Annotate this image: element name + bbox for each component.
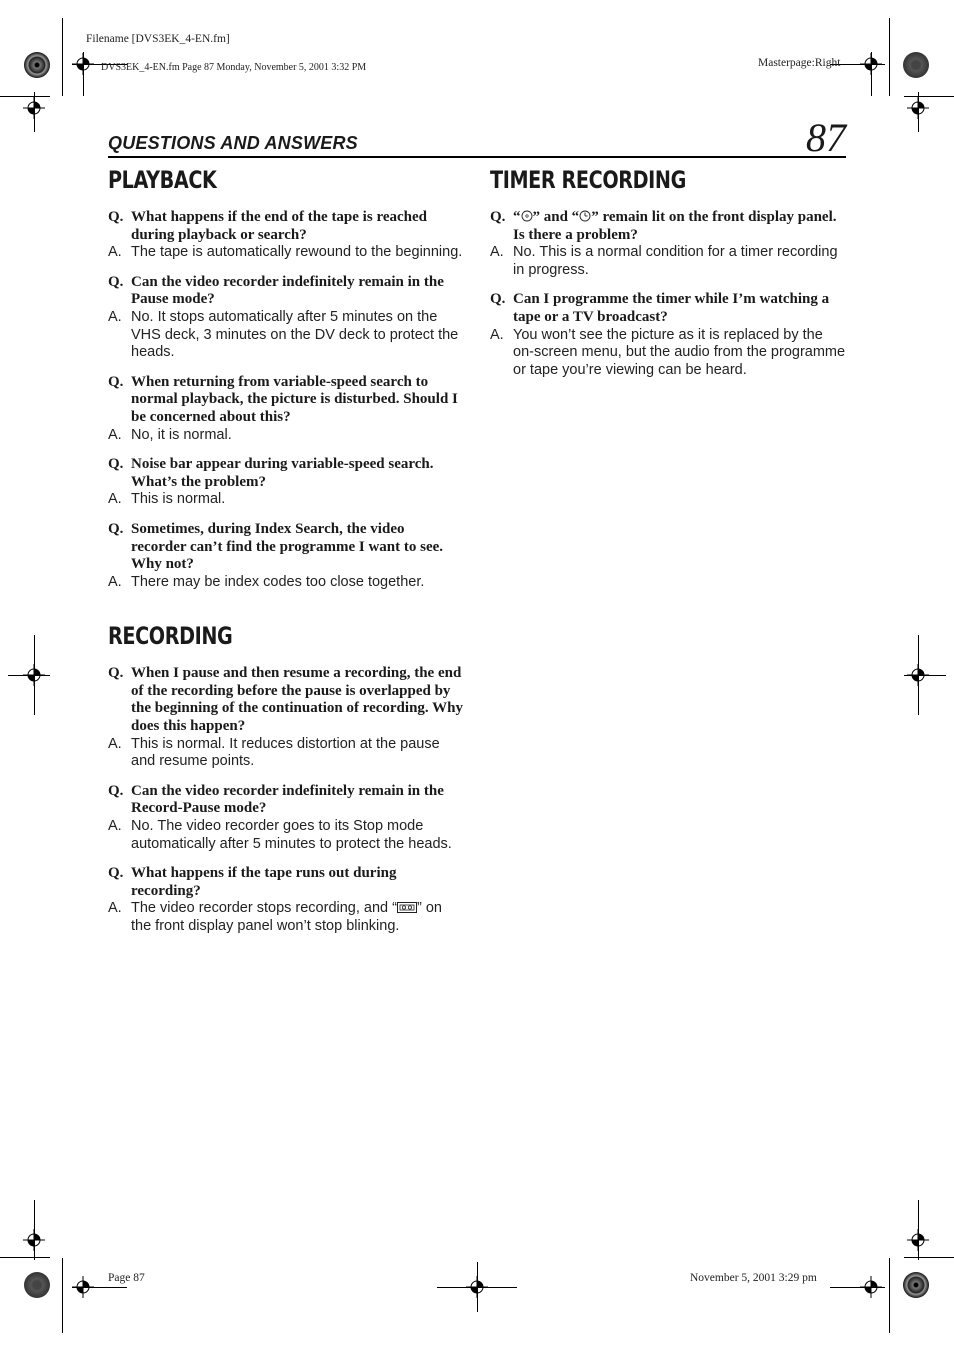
starburst-mark-top-right: [903, 52, 929, 78]
footer-page: Page 87: [108, 1272, 145, 1284]
answer-text: The video recorder stops recording, and “ ” on the front display panel won’t stop blinking.: [131, 900, 442, 934]
question-text: When I pause and then resume a recording, the end of the recording before the pause is overlapped by the beginning of the continuation of recording. Why does this happen?: [131, 665, 463, 735]
question-text: What happens if the tape runs out during recording?: [131, 865, 397, 899]
section-header: [108, 115, 846, 160]
qa-item: Q. Can the video recorder indefinitely remain in the Pause mode? A. No. It stops automatically after 5 minutes on the VHS deck, 3 minutes on the DV deck to protect the heads.: [108, 274, 463, 362]
question-text: Noise bar appear during variable-speed search. What’s the problem?: [131, 456, 434, 490]
section-title: QUESTIONS AND ANSWERS: [108, 133, 358, 153]
timer-recording-heading: TIMER RECORDING: [490, 166, 686, 194]
tape-cassette-icon: [397, 902, 417, 913]
qa-item: Q. Sometimes, during Index Search, the video recorder can’t find the programme I want to see. Why not? A. There may be index codes too close together.: [108, 521, 463, 591]
timer-clock-icon: [579, 210, 591, 222]
qa-item: Q. When I pause and then resume a recording, the end of the recording before the pause is overlapped by the beginning of the continuation of recording. Why does this happen? A. This is normal. It reduces distortion at the pause and resume points.: [108, 665, 463, 770]
registration-mark-icon: [72, 53, 94, 75]
registration-mark-icon: [72, 1276, 94, 1298]
answer-text: No, it is normal.: [131, 426, 232, 443]
footer-date: November 5, 2001 3:29 pm: [690, 1272, 817, 1284]
question-text: Sometimes, during Index Search, the video recorder can’t find the programme I want to see. Why not?: [131, 520, 444, 573]
registration-mark-icon: [860, 1276, 882, 1298]
starburst-mark-bottom-left: [24, 1272, 50, 1298]
question-text: What happens if the end of the tape is reached during playback or search?: [131, 209, 427, 243]
dvd-disc-icon: [521, 210, 533, 222]
question-text: Can I programme the timer while I’m watching a tape or a TV broadcast?: [513, 291, 830, 325]
question-text: When returning from variable-speed search to normal playback, the picture is disturbed. Should I be concerned about this?: [131, 373, 458, 425]
file-info-label: DVS3EK_4-EN.fm Page 87 Monday, November 5, 2001 3:32 PM: [101, 62, 367, 73]
answer-text: There may be index codes too close together.: [131, 573, 425, 590]
qa-item: Q. What happens if the tape runs out during recording? A. The video recorder stops recording, and “ ” on the front display panel won’t stop blinking.: [108, 865, 463, 935]
qa-item: Q. Can I programme the timer while I’m watching a tape or a TV broadcast? A. You won’t see the picture as it is replaced by the on-screen menu, but the audio from the programme or tape you’re viewing can be heard.: [490, 291, 846, 378]
right-column: [490, 165, 846, 391]
recording-heading: RECORDING: [108, 622, 233, 651]
qa-item: Q. When returning from variable-speed search to normal playback, the picture is disturbed. Should I be concerned about this? A. No, it is normal.: [108, 374, 463, 444]
question-text: “ ” and “ ” remain lit on the front display panel. Is there a problem?: [513, 209, 837, 243]
answer-text: No. The video recorder goes to its Stop mode automatically after 5 minutes to protect the heads.: [131, 818, 452, 852]
registration-mark-icon: [860, 53, 882, 75]
qa-item: Q. What happens if the end of the tape is reached during playback or search? A. The tape is automatically rewound to the beginning.: [108, 209, 463, 261]
masterpage-label: Masterpage:Right: [758, 57, 841, 69]
filename-label: Filename [DVS3EK_4-EN.fm]: [86, 33, 230, 45]
left-column: [108, 165, 463, 948]
page-number: 87: [806, 115, 846, 160]
qa-item: Q. Noise bar appear during variable-speed search. What’s the problem? A. This is normal.: [108, 456, 463, 509]
playback-heading: PLAYBACK: [108, 166, 217, 194]
answer-text: You won’t see the picture as it is replaced by the on-screen menu, but the audio from the programme or tape you’re viewing can be heard.: [513, 326, 846, 378]
question-text: Can the video recorder indefinitely remain in the Pause mode?: [131, 273, 444, 308]
answer-text: This is normal.: [131, 491, 226, 508]
answer-text: No. This is a normal condition for a timer recording in progress.: [513, 244, 838, 278]
answer-text: No. It stops automatically after 5 minutes on the VHS deck, 3 minutes on the DV deck to protect the heads.: [131, 308, 459, 361]
question-text: Can the video recorder indefinitely remain in the Record-Pause mode?: [131, 782, 444, 817]
registration-mark-icon: [466, 1276, 488, 1298]
starburst-mark-top-left: [24, 52, 50, 78]
answer-text: This is normal. It reduces distortion at the pause and resume points.: [131, 735, 440, 770]
answer-text: The tape is automatically rewound to the beginning.: [131, 244, 463, 261]
starburst-mark-bottom-right: [903, 1272, 929, 1298]
qa-item: Q. Can the video recorder indefinitely remain in the Record-Pause mode? A. No. The video recorder goes to its Stop mode automatically after 5 minutes to protect the heads.: [108, 783, 463, 853]
qa-item: Q. “ ” and “ ” remain lit on the front display panel. Is there a problem? A. No. This is a normal condition for a timer recording in progress.: [490, 209, 846, 279]
